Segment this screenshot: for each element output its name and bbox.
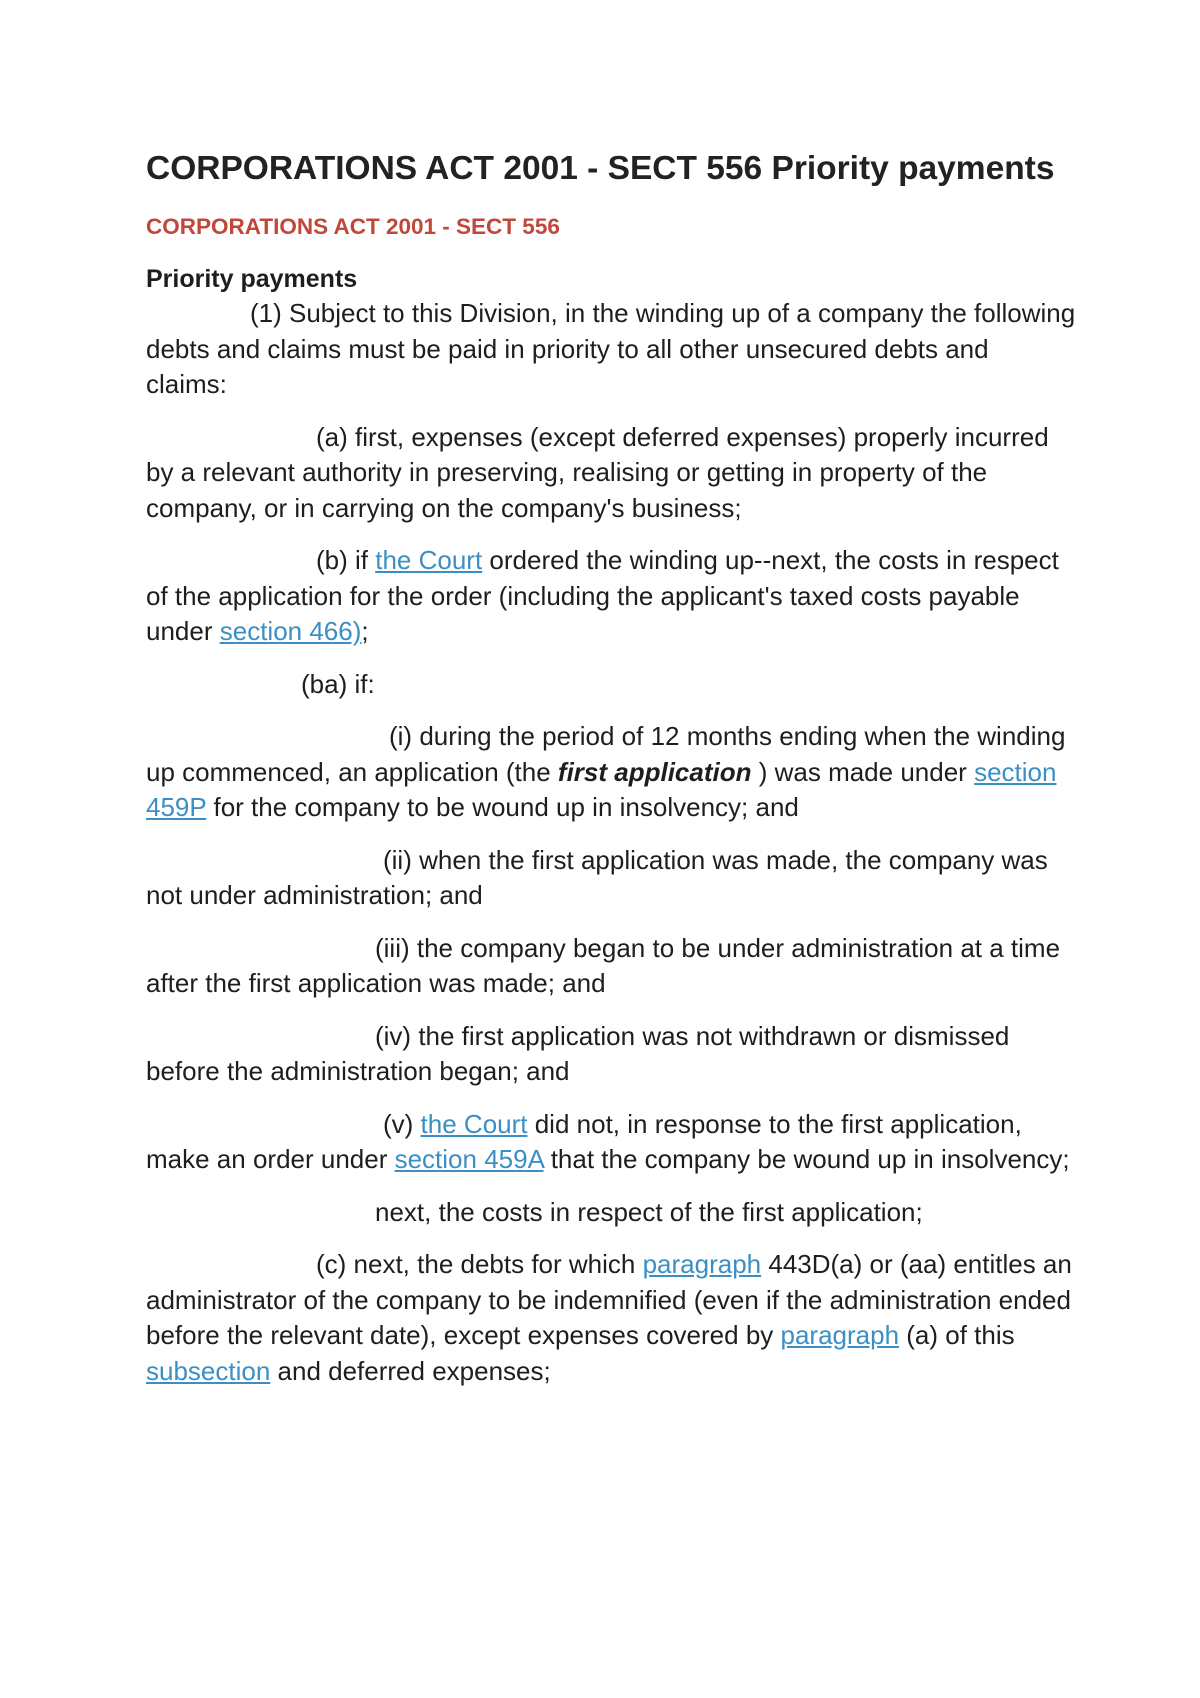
the-court-link[interactable]: the Court: [420, 1108, 528, 1139]
paragraph-b-text-2: ordered the winding up--next, the costs in respect of the application for the order (including the applicant's taxed costs payable under: [146, 545, 1059, 646]
subparagraph-v-text-1: (v): [383, 1108, 421, 1139]
paragraph-c-text-3: (a) of this: [899, 1320, 1015, 1350]
subparagraph-iv: (iv) the first application was not withdrawn or dismissed before the administration began; and: [146, 1020, 1010, 1086]
the-court-link[interactable]: the Court: [375, 545, 483, 575]
subparagraph-i-text-3: for the company to be wound up in insolvency; and: [206, 792, 799, 822]
section-466-link[interactable]: section 466): [219, 616, 362, 646]
section-459a-link[interactable]: section 459A: [394, 1144, 544, 1174]
paragraph-c-text-2: 443D(a) or (aa) entitles an administrator of the company to be indemnified (even if the administration ended before the relevant date), except expenses covered by: [146, 1249, 1072, 1350]
paragraph-b-text-1: (b) if: [316, 545, 376, 575]
subparagraph-iii: (iii) the company began to be under administration at a time after the first application was made; and: [146, 932, 1061, 998]
subparagraph-i-text-1: (i) during the period of 12 months ending when the winding up commenced, an application (the: [146, 721, 1066, 787]
section-459p-link[interactable]: section 459P: [146, 756, 1057, 822]
paragraph-c: [146, 1247, 1076, 1389]
document-subtitle: CORPORATIONS ACT 2001 - SECT 556: [146, 214, 560, 239]
section-heading: Priority payments: [146, 265, 358, 293]
subparagraph-i-text-2: ) was made under: [751, 756, 975, 787]
subparagraph-v-text-3: that the company be wound up in insolvency;: [543, 1144, 1070, 1174]
paragraph-ba: (ba) if:: [301, 668, 375, 699]
paragraph-b-text-3: ;: [361, 616, 369, 646]
paragraph-a: (a) first, expenses (except deferred expenses) properly incurred by a relevant authority in preserving, realising or getting in property of the company, or in carrying on the company's business;: [146, 421, 1049, 523]
subparagraph-v: [146, 1107, 1076, 1178]
subparagraph-i: [146, 719, 1076, 826]
document-title: CORPORATIONS ACT 2001 - SECT 556 Priority payments: [146, 150, 1055, 187]
subsection-link[interactable]: subsection: [146, 1355, 271, 1386]
subparagraph-v-text-2: did not, in response to the first application, make an order under: [146, 1108, 1022, 1174]
subsection-1: (1) Subject to this Division, in the winding up of a company the following debts and claims must be paid in priority to all other unsecured debts and claims:: [146, 298, 1076, 399]
defined-term-first-application: first application: [557, 756, 752, 787]
paragraph-c-text-1: (c) next, the debts for which: [316, 1249, 643, 1279]
paragraph-ba-consequence: next, the costs in respect of the first application;: [375, 1196, 923, 1227]
paragraph-b: [146, 543, 1076, 650]
paragraph-link[interactable]: paragraph: [642, 1249, 762, 1279]
paragraph-c-text-4: and deferred expenses;: [270, 1355, 551, 1386]
paragraph-link[interactable]: paragraph: [780, 1320, 900, 1350]
subparagraph-ii: (ii) when the first application was made, the company was not under administration; and: [146, 844, 1048, 910]
document-page: [146, 146, 1076, 1406]
